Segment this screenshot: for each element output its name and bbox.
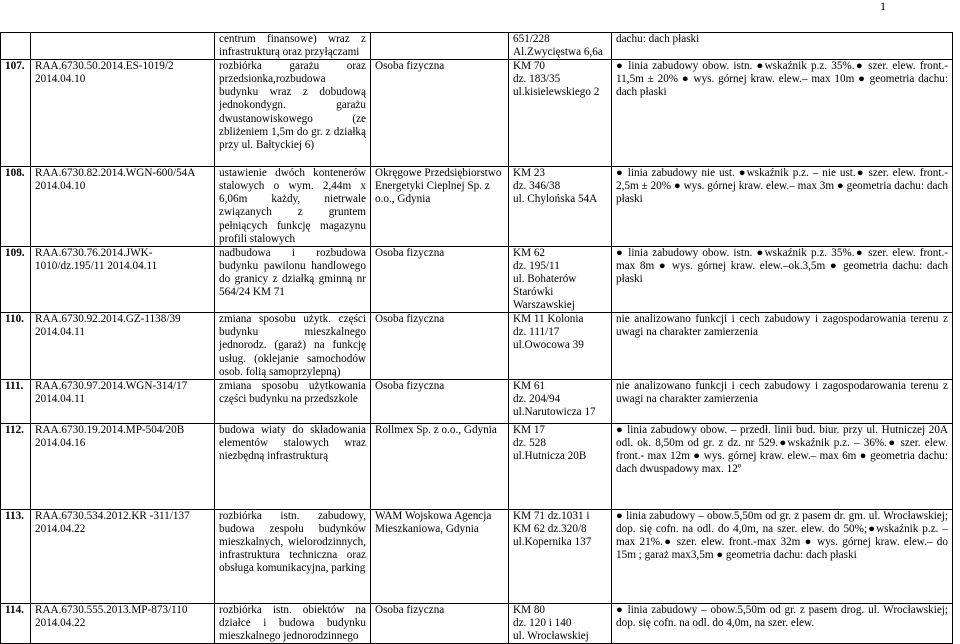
location-cell <box>509 33 612 60</box>
case-signature-cell <box>31 379 215 423</box>
row-number: 112. <box>5 423 24 436</box>
project-description-cell <box>215 313 371 379</box>
location-line: KM 62 <box>513 246 546 259</box>
location-line: dz. 111/17 <box>513 326 560 339</box>
location-line: dz. 528 <box>513 436 546 449</box>
row-number-cell <box>1 313 31 379</box>
row-number: 114. <box>5 603 24 616</box>
investor-line: Osoba fizyczna <box>375 603 445 616</box>
decision-parameters-cell <box>612 313 953 379</box>
location-line: ul. Bohaterów Starówki Warszawskiej <box>513 272 577 312</box>
row-number-cell <box>1 167 31 247</box>
location-cell <box>509 379 612 423</box>
project-description-line: budowa wiaty do składowania elementów stalowych wraz niezbędną infrastrukturą <box>219 423 366 462</box>
row-number-cell <box>1 509 31 603</box>
investor-line: WAM Wojskowa Agencja Mieszkaniowa, Gdynia <box>375 509 492 535</box>
row-number: 109. <box>5 246 25 259</box>
row-number-cell <box>1 603 31 643</box>
decision-parameters-line: nie analizowano funkcji i cech zabudowy i zagospodarowania terenu z uwagi na charakter zamierzenia <box>616 379 948 405</box>
investor-cell <box>371 313 509 379</box>
location-line: Al.Zwycięstwa 6,6a <box>513 46 603 59</box>
investor-cell <box>371 246 509 312</box>
location-cell <box>509 167 612 247</box>
decision-parameters-line: ● linia zabudowy – obow.5,50m od gr. z pasem drog. ul. Wrocławskiej; dop. się cofn. na odl. do 4,0m, na szer. elew. <box>616 603 948 629</box>
investor-line: Osoba fizyczna <box>375 379 445 392</box>
location-cell <box>509 603 612 643</box>
project-description-line: rozbiórka garażu oraz przedsionka,rozbudowa budynku wraz z dobudową jednokondygn. garażu dwustanowiskowego (ze zbliżeniem 1,5m do gr. z działką przy ul. Bałtyckiej 6) <box>219 60 366 151</box>
decision-parameters-line: ● linia zabudowy obow. istn. ●wskaźnik p.z. 35%.● szer. elew. front.- 11,5m ± 20% ● wys. górnej kraw. elew.– max 10m ● geometria dachu: dach płaski <box>616 60 948 99</box>
investor-cell <box>371 33 509 60</box>
case-signature-cell <box>31 423 215 509</box>
decision-parameters-line: ● linia zabudowy – obow.5,50m od gr. z pasem dr. gm. ul. Wrocławskiej; dop. się cofn. na odl. do 4,0m, na szer. elew. do 50%;●wskaźnik p.z. – max 21%.● szer. elew. front.-max 32m ● wys. górnej kraw. elew.– do 15m ; garaż max3,5m ● geometria dachu: dach płaski <box>616 509 948 561</box>
table-row <box>1 60 953 167</box>
table-row <box>1 313 953 379</box>
case-signature: RAA.6730.92.2014.GZ-1138/39 2014.04.11 <box>35 313 181 339</box>
project-description-cell <box>215 33 371 60</box>
location-cell <box>509 313 612 379</box>
project-description-line: zmiana sposobu użytk. części budynku mieszkalnego jednorodz. (garaż) na funkcję usług. (oklejanie samochodów osob. folią samoprzylepną) <box>219 313 366 378</box>
location-line: KM 23 <box>513 167 546 180</box>
case-signature: RAA.6730.76.2014.JWK-1010/dz.195/11 2014.04.11 <box>35 246 158 272</box>
investor-cell <box>371 60 509 167</box>
location-line: ul.Kopernika 137 <box>513 535 592 548</box>
location-line: ul.Narutowicza 17 <box>513 405 596 418</box>
decision-parameters-cell <box>612 167 953 247</box>
location-line: dz. 346/38 <box>513 180 561 193</box>
table-row <box>1 379 953 423</box>
case-signature-cell <box>31 60 215 167</box>
investor-line: Rollmex Sp. z o.o., Gdynia <box>375 423 497 436</box>
location-cell <box>509 60 612 167</box>
decision-parameters-cell <box>612 509 953 603</box>
decision-parameters-line: ● linia zabudowy obow. – przedł. linii bud. biur. przy ul. Hutniczej 20A odl. ok. 8,50m od gr. z dz. nr 529.●wskaźnik p.z. – 36%.● szer. elew. front.- max 12m ● wys. górnej kraw. elew.– max 6m ● geometria dachu: dach dwuspadowy max. 12º <box>616 423 948 475</box>
table-row <box>1 423 953 509</box>
investor-cell <box>371 379 509 423</box>
location-cell <box>509 246 612 312</box>
row-number-cell <box>1 33 31 60</box>
location-cell <box>509 509 612 603</box>
table-row <box>1 246 953 312</box>
decision-parameters-line: ● linia zabudowy nie ust. ●wskaźnik p.z. – nie ust.● szer. elew. front.- 2,5m ± 20% ● wys. górnej kraw. elew.– max 3m ● geometria dachu: dach płaski <box>616 167 948 206</box>
row-number: 110. <box>5 313 24 326</box>
location-line: KM 62 dz.320/8 <box>513 522 587 535</box>
decision-parameters-cell <box>612 33 953 60</box>
investor-line: Osoba fizyczna <box>375 246 445 259</box>
case-signature: RAA.6730.97.2014.WGN-314/17 2014.04.11 <box>35 379 188 405</box>
table-row <box>1 509 953 603</box>
case-signature-cell <box>31 509 215 603</box>
row-number-cell <box>1 379 31 423</box>
decision-parameters-cell <box>612 603 953 643</box>
investor-line: Okręgowe Przedsiębiorstwo Energetyki Cieplnej Sp. z o.o., Gdynia <box>375 167 502 206</box>
location-line: ul.Owocowa 39 <box>513 339 584 352</box>
row-number-cell <box>1 246 31 312</box>
project-description-line: rozbiórka istn. zabudowy, budowa zespołu budynków mieszkalnych, wielorodzinnych, infrastruktura techniczna oraz obsługa komunikacyjna, parking <box>219 509 366 575</box>
case-signature-cell <box>31 246 215 312</box>
page-number: 1 <box>880 0 886 13</box>
investor-cell <box>371 509 509 603</box>
location-line: dz. 195/11 <box>513 259 560 272</box>
case-signature-cell <box>31 603 215 643</box>
project-description-cell <box>215 423 371 509</box>
project-description-line: zmiana sposobu użytkowania części budynku na przedszkole <box>219 379 366 405</box>
location-cell <box>509 423 612 509</box>
case-signature: RAA.6730.534.2012.KR -311/137 2014.04.22 <box>35 509 190 535</box>
decision-parameters-line: ● linia zabudowy obow. istn. ●wskaźnik p.z. 35%.● szer. elew. front.- max 8m ● wys. górnej kraw. elew.–ok.3,5m ● geometria dachu: dach płaski <box>616 246 948 285</box>
row-number: 111. <box>5 379 24 392</box>
case-signature: RAA.6730.82.2014.WGN-600/54A 2014.04.10 <box>35 167 195 193</box>
investor-cell <box>371 423 509 509</box>
project-description-cell <box>215 246 371 312</box>
project-description-line: rozbiórka istn. obiektów na działce i budowa budynku mieszkalnego jednorodzinnego <box>219 603 366 642</box>
case-signature-cell <box>31 33 215 60</box>
location-line: ul.Hutnicza 20B <box>513 449 587 462</box>
investor-cell <box>371 603 509 643</box>
decision-parameters-cell <box>612 246 953 312</box>
location-line: KM 80 <box>513 603 546 616</box>
row-number-cell <box>1 423 31 509</box>
case-signature: RAA.6730.50.2014.ES-1019/2 2014.04.10 <box>35 60 174 86</box>
location-line: ul. Wrocławskiej <box>513 629 589 642</box>
case-signature: RAA.6730.19.2014.MP-504/20B 2014.04.16 <box>35 423 185 449</box>
location-line: KM 11 Kolonia <box>513 313 584 326</box>
project-description-cell <box>215 379 371 423</box>
location-line: dz. 183/35 <box>513 73 561 86</box>
project-description-line: nadbudowa i rozbudowa budynku pawilonu handlowego do granicy z działką gminną nr 564/24 KM 71 <box>219 246 366 299</box>
investor-line: Osoba fizyczna <box>375 60 445 73</box>
decision-parameters-cell <box>612 379 953 423</box>
location-line: KM 70 <box>513 60 546 73</box>
project-description-cell <box>215 509 371 603</box>
investor-line: Osoba fizyczna <box>375 313 445 326</box>
case-signature-cell <box>31 167 215 247</box>
decision-parameters-line: nie analizowano funkcji i cech zabudowy i zagospodarowania terenu z uwagi na charakter zamierzenia <box>616 313 948 339</box>
row-number: 107. <box>5 60 25 73</box>
decision-parameters-cell <box>612 60 953 167</box>
project-description-line: ustawienie dwóch kontenerów stalowych o wym. 2,44m x 6,06m każdy, nietrwale związanych z gruntem pełniących funkcję magazynu profili stalowych <box>219 167 366 245</box>
decision-parameters-line: dachu: dach płaski <box>616 33 700 45</box>
location-line: dz. 204/94 <box>513 392 561 405</box>
project-description-cell <box>215 167 371 247</box>
table-row <box>1 167 953 247</box>
decision-parameters-cell <box>612 423 953 509</box>
table-row <box>1 33 953 60</box>
decisions-table <box>0 32 953 644</box>
row-number-cell <box>1 60 31 167</box>
row-number: 113. <box>5 509 24 522</box>
location-line: KM 61 <box>513 379 546 392</box>
location-line: dz. 120 i 140 <box>513 616 572 629</box>
location-line: ul. Chylońska 54A <box>513 193 598 206</box>
case-signature: RAA.6730.555.2013.MP-873/110 2014.04.22 <box>35 603 188 629</box>
location-line: KM 17 <box>513 423 546 436</box>
location-line: 651/228 <box>513 33 550 45</box>
row-number: 108. <box>5 167 25 180</box>
project-description-cell <box>215 603 371 643</box>
investor-cell <box>371 167 509 247</box>
project-description-cell <box>215 60 371 167</box>
table-row <box>1 603 953 643</box>
location-line: KM 71 dz.1031 i <box>513 509 590 522</box>
case-signature-cell <box>31 313 215 379</box>
location-line: ul.kisielewskiego 2 <box>513 86 600 99</box>
project-description-line: centrum finansowe) wraz z infrastrukturą oraz przyłączami <box>219 33 366 59</box>
